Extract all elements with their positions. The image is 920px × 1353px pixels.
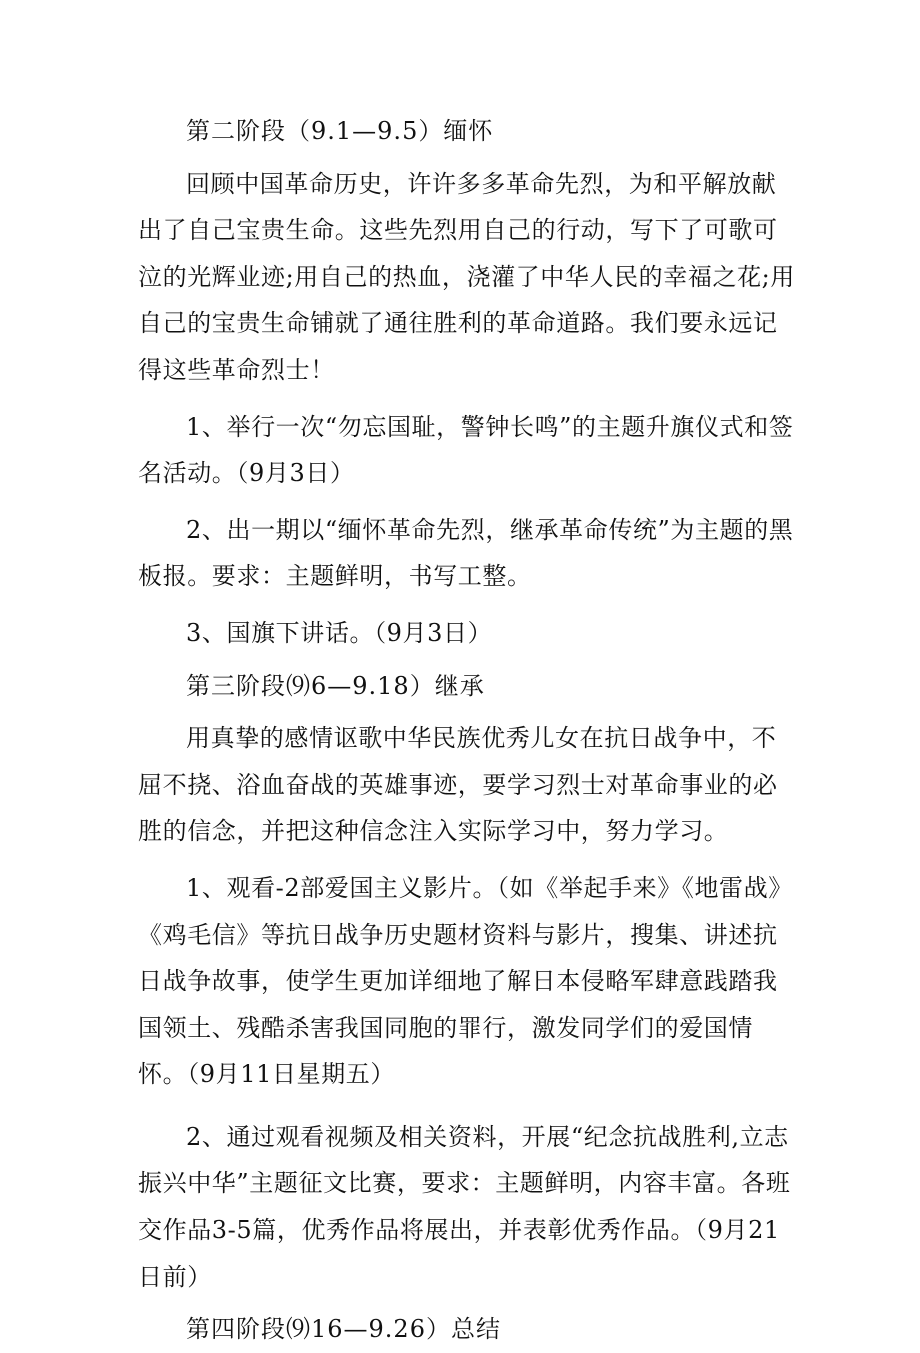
list-item-films: 1、观看-2部爱国主义影片。（如《举起手来》《地雷战》《鸡毛信》等抗日战争历史题材资料与影片，搜集、讲述抗日战争故事，使学生更加详细地了解日本侵略军肆意践踏我国领土、残酷杀害我国同胞的罪行，激发同学们的爱国情怀。（9月11日星期五） xyxy=(138,873,793,1089)
list-item-flag-speech: 3、国旗下讲话。（9月3日） xyxy=(186,618,493,647)
section-heading-stage-three: 第三阶段⑼6—9.18）继承 xyxy=(186,671,485,700)
list-item-essay-contest: 2、通过观看视频及相关资料，开展“纪念抗战胜利,立志振兴中华”主题征文比赛，要求：主题鲜明，内容丰富。各班交作品3-5篇，优秀作品将展出，并表彰优秀作品。（9月21日前） xyxy=(138,1122,791,1291)
document-body xyxy=(138,108,798,1353)
section-heading-stage-four: 第四阶段⑼16—9.26）总结 xyxy=(186,1315,501,1344)
paragraph-stage-two-intro: 回顾中国革命历史，许许多多革命先烈，为和平解放献出了自己宝贵生命。这些先烈用自己的行动，写下了可歌可泣的光辉业迹;用自己的热血，浇灌了中华人民的幸福之花;用自己的宝贵生命铺就了通往胜利的革命道路。我们要永远记得这些革命烈士！ xyxy=(138,169,795,384)
list-item-blackboard: 2、出一期以“缅怀革命先烈，继承革命传统”为主题的黑板报。要求：主题鲜明，书写工整。 xyxy=(138,515,794,591)
section-heading-stage-two: 第二阶段（9.1—9.5）缅怀 xyxy=(186,117,494,145)
list-item-flag-ceremony: 1、举行一次“勿忘国耻，警钟长鸣”的主题升旗仪式和签名活动。（9月3日） xyxy=(138,412,794,488)
paragraph-stage-three-intro: 用真挚的感情讴歌中华民族优秀儿女在抗日战争中，不屈不挠、浴血奋战的英雄事迹，要学习烈士对革命事业的必胜的信念，并把这种信念注入实际学习中，努力学习。 xyxy=(138,724,778,846)
